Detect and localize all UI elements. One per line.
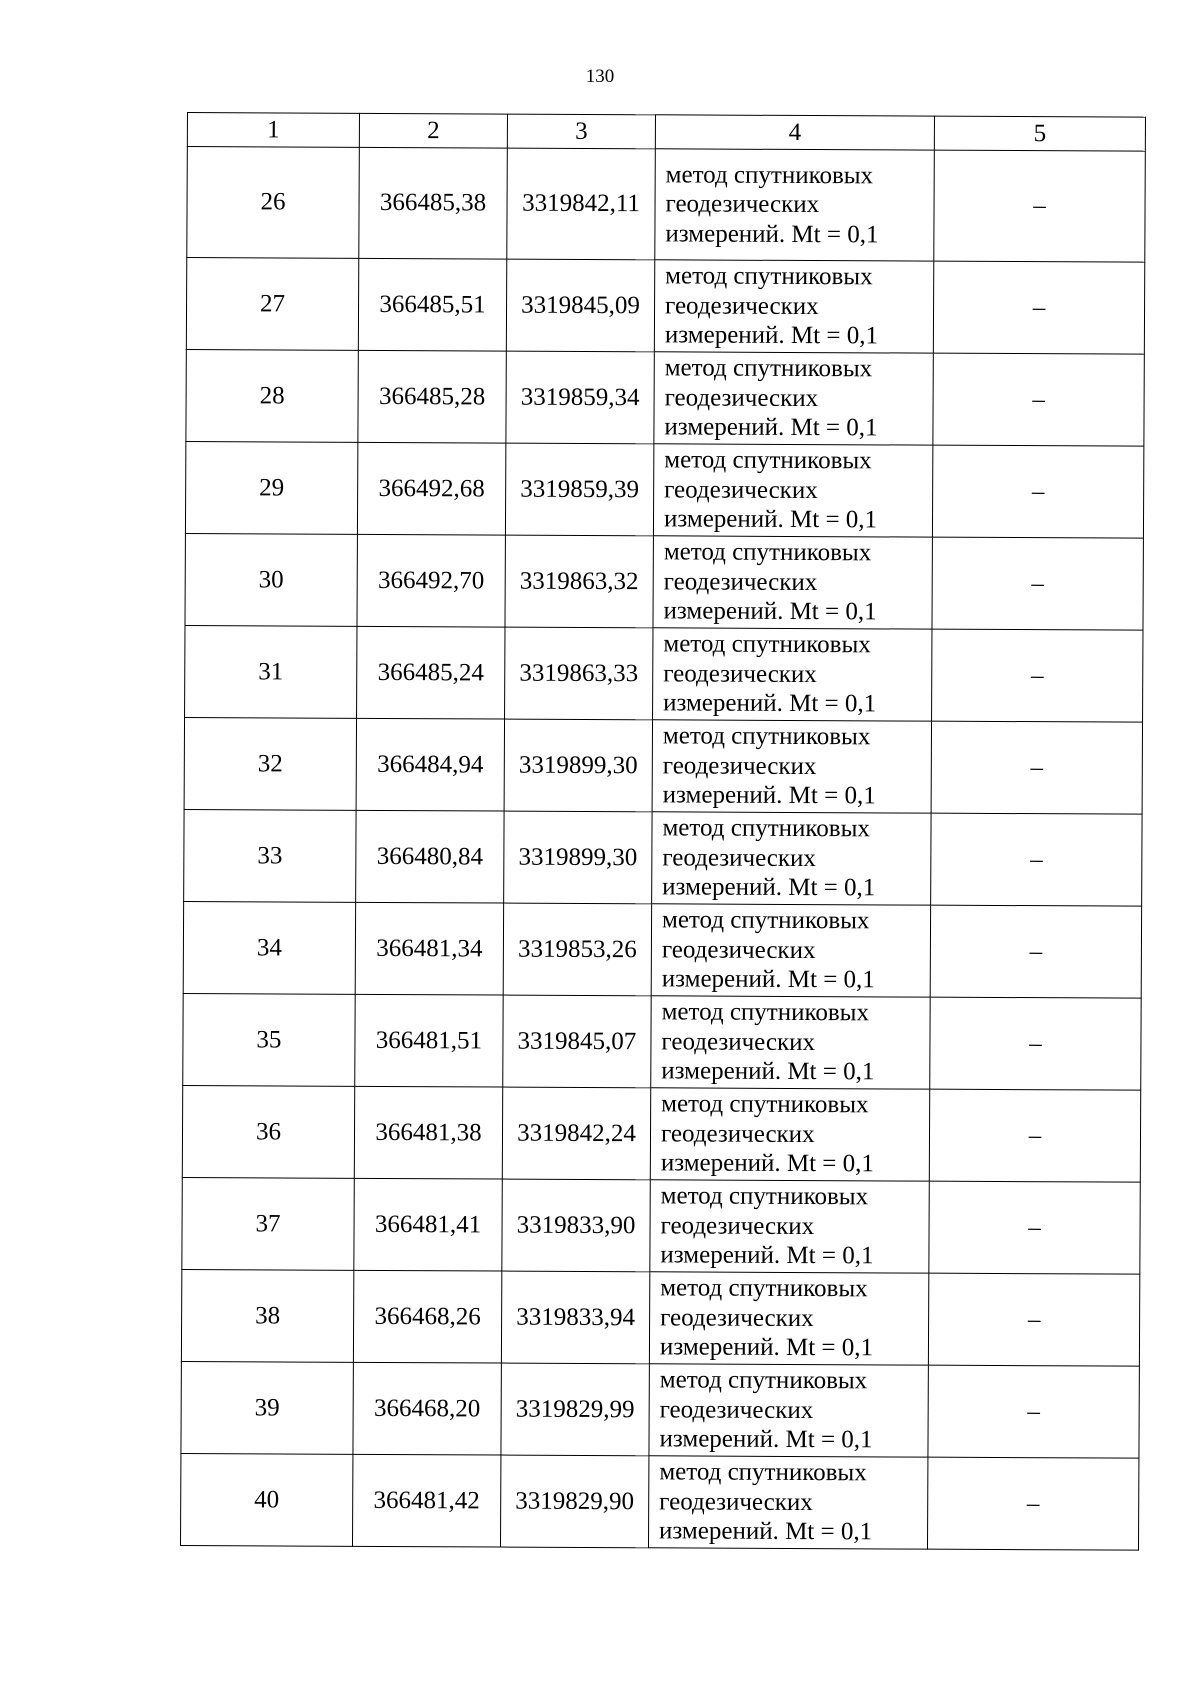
method-line: метод спутниковых: [659, 1366, 868, 1395]
x-coordinate-cell: 366492,68: [357, 442, 505, 535]
method-cell: [654, 352, 933, 445]
method-cell: [652, 812, 931, 905]
table-row: [187, 147, 1146, 263]
method-line: геодезических: [665, 190, 820, 219]
method-line: геодезических: [660, 1120, 815, 1148]
note-cell: –: [932, 445, 1143, 538]
method-cell: [654, 260, 933, 353]
method-line: измерений. Mt = 0,1: [660, 1241, 874, 1270]
x-coordinate-cell: 366468,20: [353, 1362, 501, 1455]
table-row: [181, 1361, 1139, 1458]
note-cell: –: [931, 813, 1142, 906]
method-line: измерений. Mt = 0,1: [664, 321, 879, 350]
column-header-3: 3: [507, 114, 655, 149]
method-line: геодезических: [660, 1304, 814, 1332]
point-number-cell: 31: [185, 625, 357, 718]
note-cell: –: [933, 261, 1144, 354]
method-cell: [653, 536, 932, 629]
method-cell: [648, 1456, 927, 1549]
y-coordinate-cell: 3319863,32: [505, 535, 653, 628]
method-line: геодезических: [659, 1488, 813, 1516]
point-number-cell: 40: [180, 1453, 352, 1546]
y-coordinate-cell: 3319833,94: [501, 1271, 649, 1364]
method-line: геодезических: [660, 1212, 815, 1240]
y-coordinate-cell: 3319845,07: [503, 995, 651, 1088]
column-header-5: 5: [934, 116, 1145, 151]
table-row: [183, 901, 1141, 998]
table-row: [180, 1453, 1138, 1550]
method-cell: [650, 1088, 929, 1181]
column-header-1: 1: [187, 113, 359, 148]
note-cell: –: [930, 997, 1141, 1090]
y-coordinate-cell: 3319842,11: [507, 148, 656, 260]
method-line: измерений. Mt = 0,1: [659, 1333, 874, 1362]
method-line: измерений. Mt = 0,1: [662, 781, 876, 810]
y-coordinate-cell: 3319859,39: [505, 443, 653, 536]
y-coordinate-cell: 3319842,24: [502, 1087, 650, 1180]
method-line: геодезических: [662, 752, 817, 780]
method-line: метод спутниковых: [664, 354, 873, 383]
note-cell: –: [933, 353, 1144, 446]
method-line: метод спутниковых: [664, 446, 872, 475]
page-number: 130: [585, 66, 615, 87]
method-cell: [650, 1180, 929, 1273]
point-number-cell: 28: [186, 349, 358, 442]
note-cell: –: [930, 905, 1141, 998]
x-coordinate-cell: 366481,34: [355, 902, 503, 995]
method-line: метод спутниковых: [662, 722, 871, 751]
method-line: геодезических: [661, 1028, 816, 1056]
table-row: [186, 258, 1144, 355]
method-line: метод спутниковых: [660, 1182, 869, 1211]
x-coordinate-cell: 366485,51: [358, 258, 506, 351]
y-coordinate-cell: 3319899,30: [504, 811, 652, 904]
note-cell: –: [931, 721, 1142, 814]
note-cell: –: [932, 629, 1143, 722]
x-coordinate-cell: 366492,70: [357, 534, 505, 627]
table-row: [181, 1269, 1139, 1366]
point-number-cell: 35: [183, 993, 355, 1086]
x-coordinate-cell: 366481,41: [354, 1178, 502, 1271]
point-number-cell: 33: [184, 809, 356, 902]
note-cell: –: [934, 150, 1146, 262]
method-line: измерений. Mt = 0,1: [664, 413, 878, 442]
method-line: метод спутниковых: [663, 630, 871, 659]
point-number-cell: 27: [186, 258, 358, 351]
method-cell: [651, 904, 930, 997]
x-coordinate-cell: 366485,24: [357, 626, 505, 719]
table-row: [182, 1085, 1140, 1182]
table-row: [184, 809, 1142, 906]
x-coordinate-cell: 366481,38: [354, 1086, 502, 1179]
y-coordinate-cell: 3319863,33: [505, 627, 653, 720]
method-line: геодезических: [661, 936, 816, 964]
y-coordinate-cell: 3319899,30: [504, 719, 652, 812]
point-number-cell: 26: [187, 147, 360, 259]
note-cell: –: [929, 1181, 1140, 1274]
column-header-4: 4: [655, 115, 934, 150]
method-line: метод спутниковых: [661, 1090, 869, 1119]
method-line: метод спутниковых: [662, 814, 870, 843]
method-line: измерений. Mt = 0,1: [661, 965, 875, 994]
method-line: измерений. Mt = 0,1: [659, 1425, 873, 1454]
point-number-cell: 32: [184, 717, 356, 810]
y-coordinate-cell: 3319833,90: [502, 1179, 650, 1272]
method-cell: [649, 1364, 928, 1457]
coordinates-table: [180, 112, 1146, 1551]
method-line: метод спутниковых: [665, 161, 874, 190]
table-row: [183, 993, 1141, 1090]
point-number-cell: 38: [181, 1269, 353, 1362]
x-coordinate-cell: 366485,28: [358, 350, 506, 443]
x-coordinate-cell: 366481,51: [355, 994, 503, 1087]
method-cell: [651, 996, 930, 1089]
method-cell: [653, 628, 932, 721]
x-coordinate-cell: 366481,42: [352, 1454, 500, 1547]
point-number-cell: 29: [185, 441, 357, 534]
y-coordinate-cell: 3319829,90: [500, 1455, 648, 1548]
note-cell: –: [928, 1365, 1139, 1458]
column-header-2: 2: [359, 113, 507, 148]
method-line: геодезических: [659, 1396, 814, 1424]
x-coordinate-cell: 366480,84: [356, 810, 504, 903]
method-cell: [649, 1272, 928, 1365]
method-line: метод спутниковых: [659, 1458, 867, 1487]
method-line: геодезических: [662, 844, 817, 872]
method-line: метод спутниковых: [663, 538, 872, 567]
x-coordinate-cell: 366484,94: [356, 718, 504, 811]
method-line: метод спутниковых: [660, 1274, 868, 1303]
method-line: измерений. Mt = 0,1: [663, 505, 878, 534]
note-cell: –: [928, 1273, 1139, 1366]
method-line: измерений. Mt = 0,1: [661, 1057, 875, 1086]
note-cell: –: [932, 537, 1143, 630]
method-line: измерений. Mt = 0,1: [660, 1149, 875, 1178]
table-row: [185, 533, 1143, 630]
method-line: измерений. Mt = 0,1: [662, 873, 876, 902]
x-coordinate-cell: 366468,26: [353, 1270, 501, 1363]
method-cell: [652, 720, 931, 813]
y-coordinate-cell: 3319853,26: [503, 903, 651, 996]
table-row: [182, 1177, 1140, 1274]
y-coordinate-cell: 3319859,34: [506, 351, 654, 444]
method-cell: [653, 444, 932, 537]
y-coordinate-cell: 3319829,99: [501, 1363, 649, 1456]
method-line: геодезических: [664, 384, 819, 412]
point-number-cell: 36: [182, 1085, 354, 1178]
table-row: [186, 349, 1144, 446]
method-line: измерений. Mt = 0,1: [659, 1517, 873, 1546]
table-row: [185, 625, 1143, 722]
note-cell: –: [929, 1089, 1140, 1182]
method-line: метод спутниковых: [661, 906, 870, 935]
method-line: измерений. Mt = 0,1: [663, 689, 877, 718]
x-coordinate-cell: 366485,38: [359, 147, 508, 259]
method-line: измерений. Mt = 0,1: [665, 220, 879, 249]
point-number-cell: 34: [183, 901, 355, 994]
method-cell: [655, 149, 935, 261]
table-row: [184, 717, 1142, 814]
point-number-cell: 39: [181, 1361, 353, 1454]
table-header-row: [187, 113, 1145, 152]
method-line: геодезических: [663, 660, 817, 688]
method-line: геодезических: [664, 476, 818, 504]
point-number-cell: 37: [182, 1177, 354, 1270]
method-line: геодезических: [664, 292, 819, 320]
table-row: [185, 441, 1143, 538]
point-number-cell: 30: [185, 533, 357, 626]
method-line: измерений. Mt = 0,1: [663, 597, 877, 626]
note-cell: –: [927, 1457, 1138, 1550]
method-line: геодезических: [663, 568, 818, 596]
method-line: метод спутниковых: [665, 262, 873, 291]
method-line: метод спутниковых: [661, 998, 870, 1027]
y-coordinate-cell: 3319845,09: [506, 259, 654, 352]
